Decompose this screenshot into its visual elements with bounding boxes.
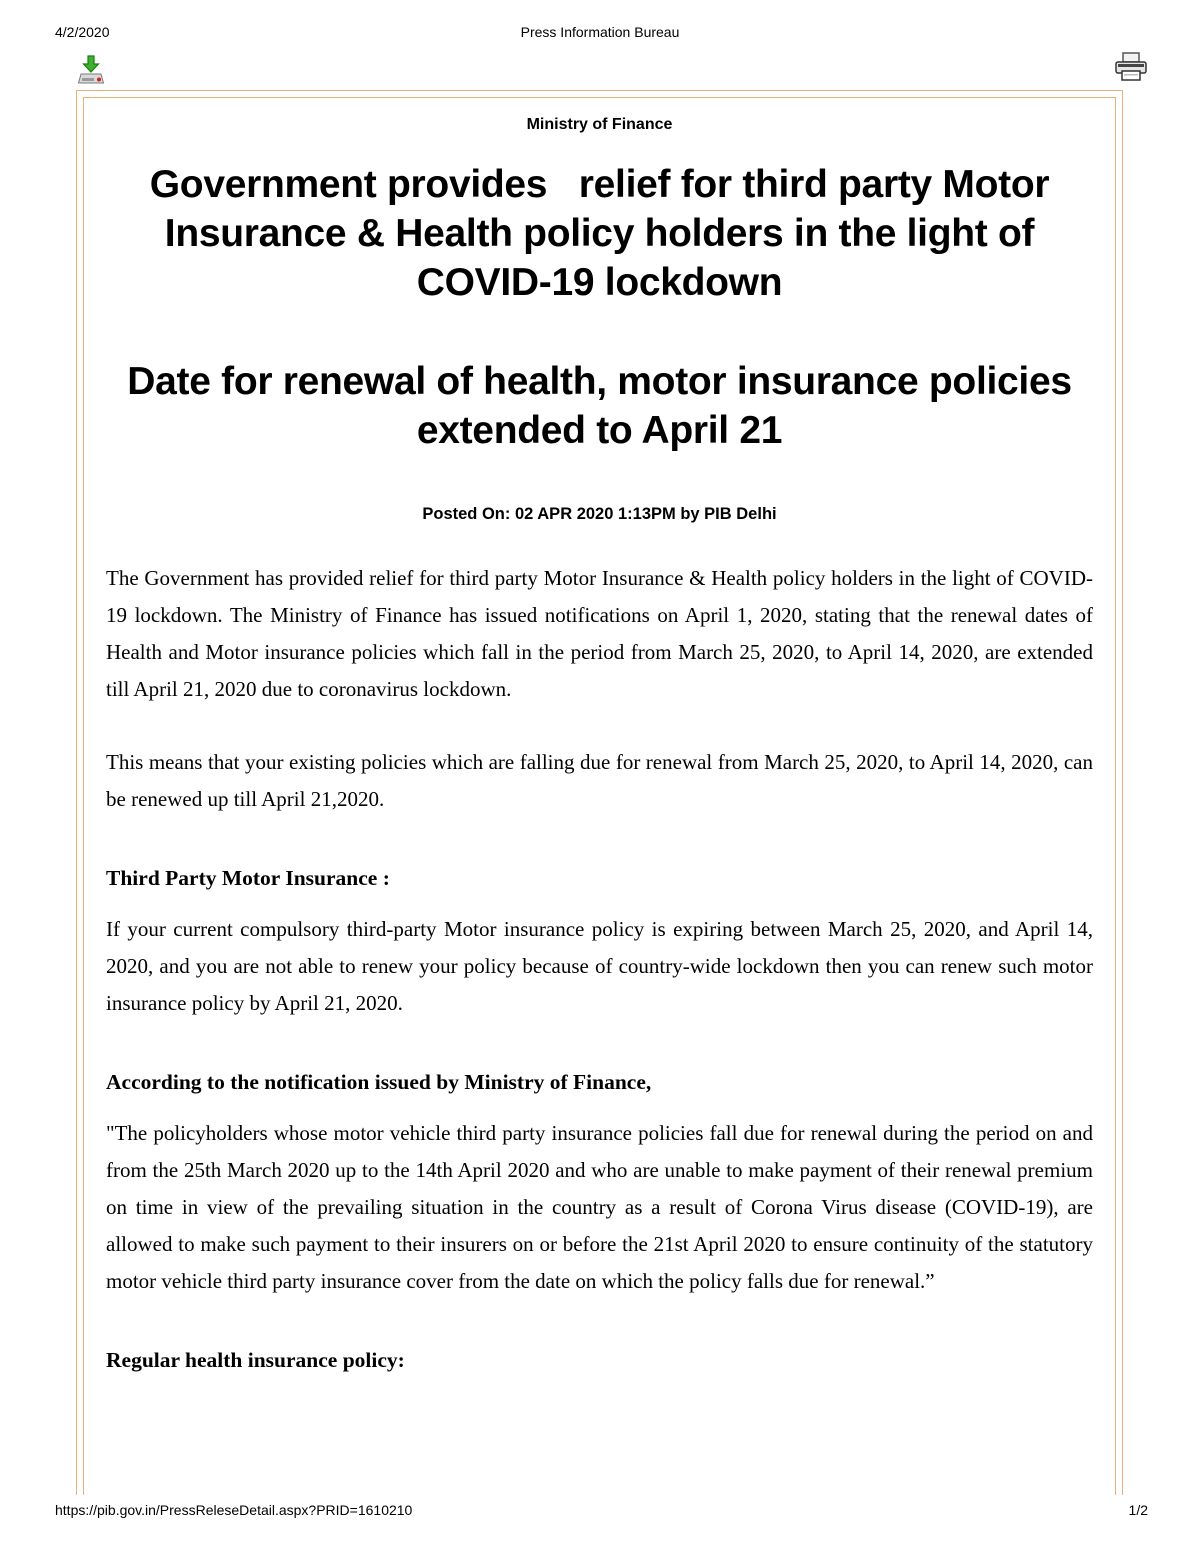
article-body xyxy=(106,560,1093,1373)
paragraph: The Government has provided relief for third party Motor Insurance & Health policy holders in the light of COVID-19 lockdown. The Ministry of Finance has issued notifications on April 1, 2020, stating that the renewal dates of Health and Motor insurance policies which fall in the period from March 25, 2020, to April 14, 2020, are extended till April 21, 2020 due to coronavirus lockdown. xyxy=(106,566,1093,701)
paragraph: If your current compulsory third-party Motor insurance policy is expiring between March 25, 2020, and April 14, 2020, and you are not able to renew your policy because of country-wide lockdown then you can renew such motor insurance policy by April 21, 2020. xyxy=(106,917,1093,1015)
subheadline: Date for renewal of health, motor insurance policies extended to April 21 xyxy=(127,360,1072,452)
press-release-frame xyxy=(76,90,1123,1495)
headline: Government provides relief for third party Motor Insurance & Health policy holders in the light of COVID-19 lockdown xyxy=(149,163,1060,304)
download-icon[interactable] xyxy=(77,54,105,90)
print-footer-url: https://pib.gov.in/PressReleseDetail.aspx?PRID=1610210 xyxy=(55,1502,413,1518)
print-header-title: Press Information Bureau xyxy=(520,24,680,40)
print-header-date: 4/2/2020 xyxy=(55,24,110,40)
section-heading-regular-health-insurance: Regular health insurance policy: xyxy=(106,1348,405,1372)
paragraph: This means that your existing policies which are falling due for renewal from March 25, 2020, to April 14, 2020, can be renewed up till April 21,2020. xyxy=(106,750,1093,811)
section-heading-third-party-motor-insurance: Third Party Motor Insurance : xyxy=(106,866,390,890)
ministry-label: Ministry of Finance xyxy=(526,116,673,133)
paragraph-quote: "The policyholders whose motor vehicle third party insurance policies fall due for renewal during the period on and from the 25th March 2020 up to the 14th April 2020 and who are unable to make payment of their renewal premium on time in view of the prevailing situation in the country as a result of Corona Virus disease (COVID-19), are allowed to make such payment to their insurers on or before the 21st April 2020 to ensure continuity of the statutory motor vehicle third party insurance cover from the date on which the policy falls due for renewal.” xyxy=(106,1121,1093,1293)
posted-on-line: Posted On: 02 APR 2020 1:13PM by PIB Delhi xyxy=(422,505,777,523)
print-icon[interactable] xyxy=(1114,52,1148,88)
section-heading-notification: According to the notification issued by Ministry of Finance, xyxy=(106,1070,652,1094)
print-footer-page-indicator: 1/2 xyxy=(1128,1502,1148,1518)
press-release-inner-frame xyxy=(83,97,1116,1495)
